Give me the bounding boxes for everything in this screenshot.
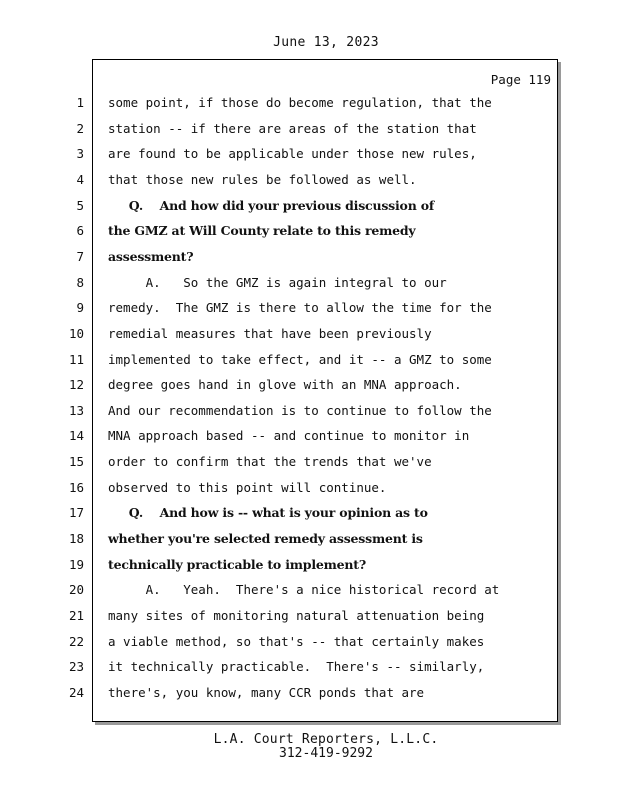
line-text: station -- if there are areas of the station that: [108, 121, 477, 136]
line-text: that those new rules be followed as well.: [108, 172, 417, 187]
line-number: 4: [76, 172, 84, 187]
line-number: 6: [76, 223, 84, 238]
footer-company: L.A. Court Reporters, L.L.C.: [213, 732, 439, 747]
line-text: remedial measures that have been previously: [108, 326, 432, 341]
line-text: it technically practicable. There's -- similarly,: [108, 659, 485, 674]
line-text: degree goes hand in glove with an MNA approach.: [108, 377, 462, 392]
line-number: 3: [76, 146, 84, 161]
line-number: 15: [68, 454, 84, 469]
line-number: 8: [76, 275, 84, 290]
line-number: 14: [68, 428, 84, 443]
line-number: 16: [68, 480, 84, 495]
line-text: many sites of monitoring natural attenuation being: [108, 608, 485, 623]
line-text: And our recommendation is to continue to follow the: [108, 403, 492, 418]
line-text: a viable method, so that's -- that certainly makes: [108, 634, 485, 649]
line-text: assessment?: [108, 249, 194, 264]
line-text: implemented to take effect, and it -- a GMZ to some: [108, 352, 492, 367]
line-text: some point, if those do become regulation, that the: [108, 95, 492, 110]
line-text: Q. And how did your previous discussion of: [108, 198, 435, 213]
line-number: 19: [68, 557, 84, 572]
line-number: 18: [68, 531, 84, 546]
line-number: 23: [68, 659, 84, 674]
line-number: 9: [76, 300, 84, 315]
line-number: 21: [68, 608, 84, 623]
line-number: 1: [76, 95, 84, 110]
line-text: remedy. The GMZ is there to allow the time for the: [108, 300, 492, 315]
transcript-date: June 13, 2023: [273, 35, 379, 50]
line-number: 5: [76, 198, 84, 213]
line-number: 24: [68, 685, 84, 700]
line-number: 2: [76, 121, 84, 136]
line-text: A. So the GMZ is again integral to our: [108, 275, 447, 290]
line-number: 10: [68, 326, 84, 341]
line-number: 13: [68, 403, 84, 418]
line-text: whether you're selected remedy assessment is: [108, 531, 423, 546]
line-number: 7: [76, 249, 84, 264]
line-text: the GMZ at Will County relate to this remedy: [108, 223, 416, 238]
line-text: observed to this point will continue.: [108, 480, 387, 495]
line-number: 22: [68, 634, 84, 649]
line-text: are found to be applicable under those new rules,: [108, 146, 477, 161]
line-text: technically practicable to implement?: [108, 557, 366, 572]
line-text: there's, you know, many CCR ponds that are: [108, 685, 425, 700]
line-number: 20: [68, 582, 84, 597]
line-text: A. Yeah. There's a nice historical record at: [108, 582, 500, 597]
footer-phone: 312-419-9292: [279, 746, 373, 761]
line-number: 17: [68, 505, 84, 520]
line-text: Q. And how is -- what is your opinion as to: [108, 505, 428, 520]
page-number: Page 119: [490, 72, 551, 87]
line-text: order to confirm that the trends that we've: [108, 454, 432, 469]
line-number: 11: [68, 352, 84, 367]
line-number: 12: [68, 377, 84, 392]
line-text: MNA approach based -- and continue to monitor in: [108, 428, 470, 443]
